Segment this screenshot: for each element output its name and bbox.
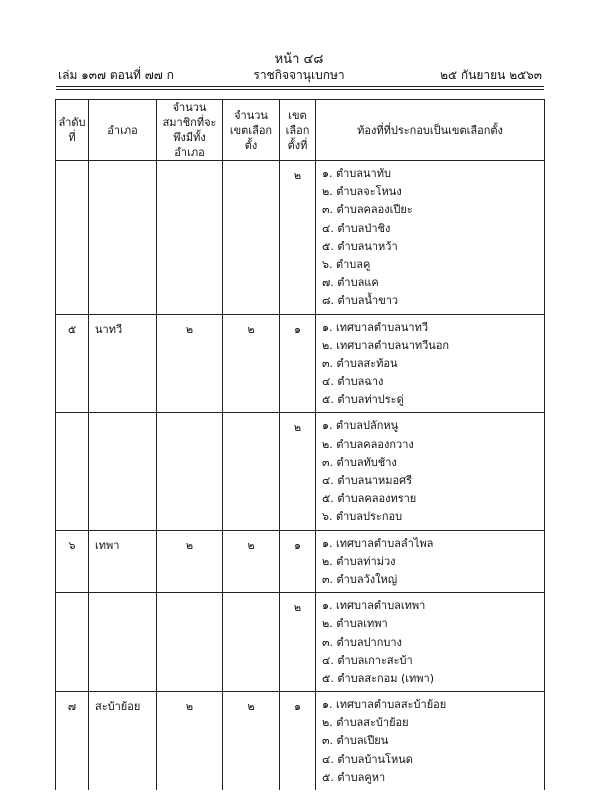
area-item: ๒. ตำบลคลองกวาง: [322, 437, 414, 451]
row-zone-number: ๒: [280, 161, 316, 315]
area-item: ๒. เทศบาลตำบลนาทวีนอก: [322, 338, 450, 352]
area-item: ๖. ตำบลคู: [322, 257, 371, 271]
row-zone-number: ๑: [280, 530, 316, 593]
area-item: ๓. ตำบลปากบาง: [322, 635, 402, 649]
area-item: ๕. ตำบลสะกอม (เทพา): [322, 671, 435, 685]
area-item: ๘. ตำบลน้ำขาว: [322, 294, 399, 308]
area-item: ๑. เทศบาลตำบลนาทวี: [322, 320, 429, 334]
col-header-members: จำนวนสมาชิกที่จะพึงมีทั้งอำเภอ: [157, 100, 223, 161]
row-members: [157, 593, 223, 692]
area-item: ๒. ตำบลท่าม่วง: [322, 554, 396, 568]
areas-list: [316, 413, 544, 529]
area-item: ๕. ตำบลคลองทราย: [322, 492, 417, 506]
row-order: ๗: [56, 692, 89, 790]
row-zone-number: ๑: [280, 314, 316, 413]
row-areas: [316, 161, 545, 315]
table-row: [56, 692, 545, 790]
area-item: ๑. ตำบลปลักหนู: [322, 419, 399, 433]
gazette-date: ๒๕ กันยายน ๒๕๖๓: [440, 68, 542, 82]
row-zone-count: [223, 593, 280, 692]
header-rule-double: [56, 89, 544, 90]
electoral-zones-table: [55, 99, 545, 790]
row-members: [157, 413, 223, 530]
row-order: ๖: [56, 530, 89, 593]
row-district: เทพา: [89, 530, 157, 593]
areas-list: [316, 315, 544, 413]
row-zone-number: ๑: [280, 692, 316, 790]
gazette-volume-issue: เล่ม ๑๓๗ ตอนที่ ๗๗ ก: [58, 68, 174, 82]
area-item: ๒. ตำบลเทพา: [322, 617, 388, 631]
gazette-title: ราชกิจจานุเบกษา: [253, 68, 345, 82]
area-item: ๔. ตำบลนาหมอศรี: [322, 474, 413, 487]
area-item: ๑. ตำบลนาทับ: [322, 167, 391, 180]
area-item: ๓. ตำบลวังใหญ่: [322, 572, 398, 586]
table-header-row: [56, 100, 545, 161]
row-zone-number: ๒: [280, 593, 316, 692]
area-item: ๓. ตำบลเปียน: [322, 734, 389, 748]
row-district: [89, 413, 157, 530]
row-zone-count: ๒: [223, 314, 280, 413]
row-areas: [316, 413, 545, 530]
table-row: [56, 314, 545, 413]
col-header-zone-number: เขตเลือกตั้งที่: [280, 100, 316, 161]
row-order: [56, 593, 89, 692]
row-members: [157, 161, 223, 315]
page-number: หน้า ๔๘: [274, 52, 324, 67]
row-district: สะบ้าย้อย: [89, 692, 157, 790]
row-members: ๒: [157, 692, 223, 790]
area-item: ๒. ตำบลจะโหนง: [322, 185, 402, 199]
area-item: ๕. ตำบลนาหว้า: [322, 239, 398, 253]
row-district: [89, 161, 157, 315]
areas-list: [316, 161, 544, 314]
table-row: [56, 593, 545, 692]
row-areas: [316, 593, 545, 692]
col-header-areas: ท้องที่ที่ประกอบเป็นเขตเลือกตั้ง: [316, 100, 545, 161]
row-zone-number: ๒: [280, 413, 316, 530]
area-item: ๔. ตำบลฉาง: [322, 375, 384, 389]
col-header-order: ลำดับที่: [56, 100, 89, 161]
area-item: ๔. ตำบลเกาะสะบ้า: [322, 653, 413, 667]
col-header-zone-count: จำนวนเขตเลือกตั้ง: [223, 100, 280, 161]
row-order: [56, 413, 89, 530]
row-zone-count: ๒: [223, 692, 280, 790]
area-item: ๑. เทศบาลตำบลลำไพล: [322, 536, 434, 550]
row-zone-count: ๒: [223, 530, 280, 593]
row-members: ๒: [157, 314, 223, 413]
area-item: ๒. ตำบลสะบ้าย้อย: [322, 716, 409, 730]
area-item: ๓. ตำบลทับช้าง: [322, 455, 397, 469]
areas-list: [316, 593, 544, 691]
areas-list: [316, 531, 544, 593]
area-item: ๑. เทศบาลตำบลเทพา: [322, 599, 426, 613]
row-district: นาทวี: [89, 314, 157, 413]
row-zone-count: [223, 161, 280, 315]
area-item: ๕. ตำบลท่าประดู่: [322, 393, 404, 407]
row-zone-count: [223, 413, 280, 530]
table-row: [56, 530, 545, 593]
row-areas: [316, 314, 545, 413]
table-row: [56, 161, 545, 315]
area-item: ๗. ตำบลแค: [322, 276, 379, 290]
areas-list: [316, 692, 544, 790]
row-areas: [316, 692, 545, 790]
area-item: ๖. ตำบลประกอบ: [322, 510, 403, 524]
area-item: ๔. ตำบลบ้านโหนด: [322, 752, 413, 766]
row-areas: [316, 530, 545, 593]
area-item: ๓. ตำบลคลองเปียะ: [322, 203, 413, 217]
area-item: ๔. ตำบลป่าชิง: [322, 221, 391, 235]
area-item: ๑. เทศบาลตำบลสะบ้าย้อย: [322, 698, 447, 712]
area-item: ๓. ตำบลสะท้อน: [322, 356, 398, 370]
row-order: [56, 161, 89, 315]
area-item: ๕. ตำบลคูหา: [322, 770, 386, 784]
row-order: ๕: [56, 314, 89, 413]
row-district: [89, 593, 157, 692]
table-row: [56, 413, 545, 530]
header-rule: [56, 86, 544, 87]
row-members: ๒: [157, 530, 223, 593]
col-header-district: อำเภอ: [89, 100, 157, 161]
